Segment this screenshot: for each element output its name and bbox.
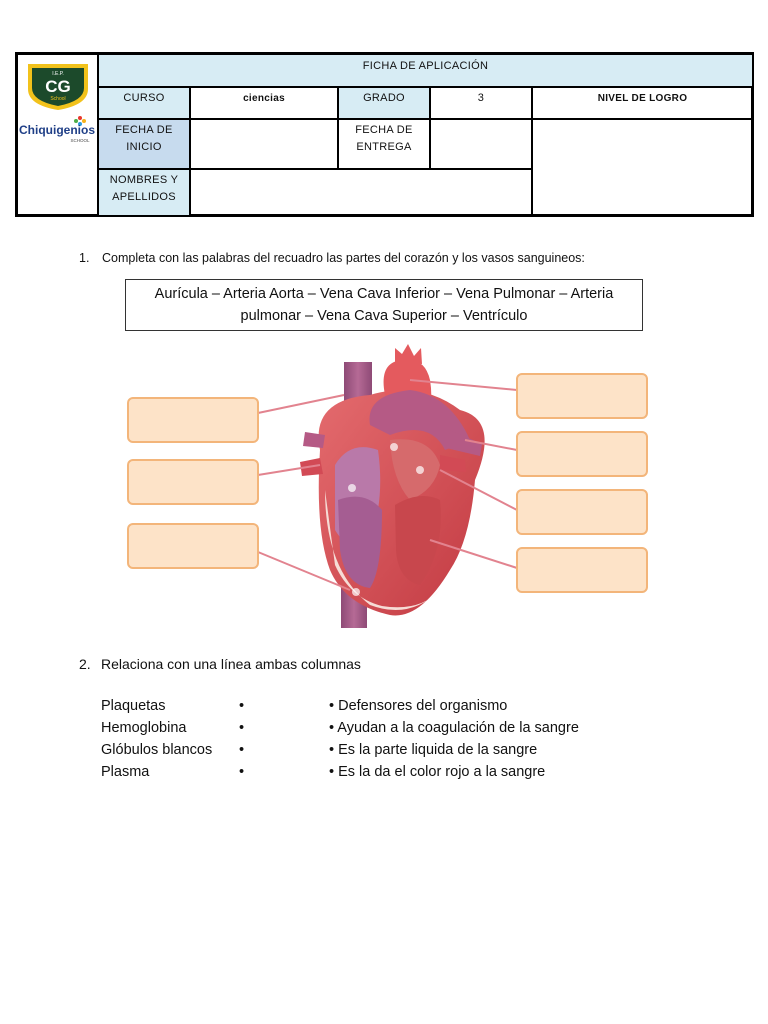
svg-text:I.E.P.: I.E.P. xyxy=(52,71,64,77)
label-box-6[interactable] xyxy=(517,490,647,534)
nivel-logro-field[interactable] xyxy=(533,120,752,215)
valve-dot xyxy=(352,588,360,596)
valve-dot xyxy=(390,443,398,451)
svg-text:Chiquigenios: Chiquigenios xyxy=(19,123,95,137)
match-row xyxy=(101,720,661,742)
match-right[interactable]: • Ayudan a la coagulación de la sangre xyxy=(329,720,579,736)
nombres-label: NOMBRES Y APELLIDOS xyxy=(99,170,189,215)
fecha-entrega-field[interactable] xyxy=(431,120,531,168)
match-left: Plaquetas xyxy=(101,698,166,714)
match-left-bullet[interactable]: • xyxy=(239,764,245,780)
question-2-number: 2. xyxy=(79,656,91,672)
label-box-7[interactable] xyxy=(517,548,647,592)
aorta-branches xyxy=(395,344,422,364)
question-1-text: Completa con las palabras del recuadro las partes del corazón y los vasos sanguineos: xyxy=(102,251,585,265)
match-left-bullet[interactable]: • xyxy=(239,720,245,736)
question-2 xyxy=(79,656,361,672)
word-bank xyxy=(125,279,643,331)
valve-dot xyxy=(348,484,356,492)
question-1-number: 1. xyxy=(79,251,90,265)
svg-text:SCHOOL: SCHOOL xyxy=(70,138,90,143)
form-title: FICHA DE APLICACIÓN xyxy=(99,55,752,86)
svg-text:School: School xyxy=(50,96,66,102)
curso-value[interactable]: ciencias xyxy=(243,93,285,104)
curso-label: CURSO xyxy=(99,88,189,118)
match-right[interactable]: • Es la parte liquida de la sangre xyxy=(329,742,538,758)
question-2-text: Relaciona con una línea ambas columnas xyxy=(101,656,361,672)
match-left-bullet[interactable]: • xyxy=(239,742,245,758)
match-left-bullet[interactable]: • xyxy=(239,698,245,714)
fecha-inicio-label: FECHA DE INICIO xyxy=(99,120,189,168)
match-right[interactable]: • Defensores del organismo xyxy=(329,698,508,714)
match-row xyxy=(101,742,661,764)
label-box-4[interactable] xyxy=(517,374,647,418)
valve-dot xyxy=(416,466,424,474)
match-right[interactable]: • Es la da el color rojo a la sangre xyxy=(329,764,546,780)
match-left: Glóbulos blancos xyxy=(101,742,213,758)
grado-value[interactable]: 3 xyxy=(477,92,485,104)
label-box-1[interactable] xyxy=(128,398,258,442)
label-box-3[interactable] xyxy=(128,524,258,568)
fecha-entrega-label: FECHA DE ENTREGA xyxy=(355,124,413,153)
grado-label: GRADO xyxy=(339,88,429,118)
word-bank-line-2: pulmonar – Vena Cava Superior – Ventrículo xyxy=(240,308,528,324)
school-logo xyxy=(18,55,98,215)
heart-diagram xyxy=(120,340,650,630)
match-row xyxy=(101,764,661,786)
label-box-5[interactable] xyxy=(517,432,647,476)
match-row xyxy=(101,698,661,720)
fecha-inicio-field[interactable] xyxy=(191,120,337,168)
question-1 xyxy=(79,251,585,265)
svg-text:CG: CG xyxy=(45,77,71,96)
label-box-2[interactable] xyxy=(128,460,258,504)
matching-columns xyxy=(101,698,661,786)
match-left: Plasma xyxy=(101,764,150,780)
nivel-logro-label: NIVEL DE LOGRO xyxy=(597,93,688,104)
match-left: Hemoglobina xyxy=(101,720,187,736)
header-table xyxy=(15,52,754,217)
nombres-field[interactable] xyxy=(191,170,531,215)
word-bank-line-1: Aurícula – Arteria Aorta – Vena Cava Inferior – Vena Pulmonar – Arteria xyxy=(154,286,614,302)
